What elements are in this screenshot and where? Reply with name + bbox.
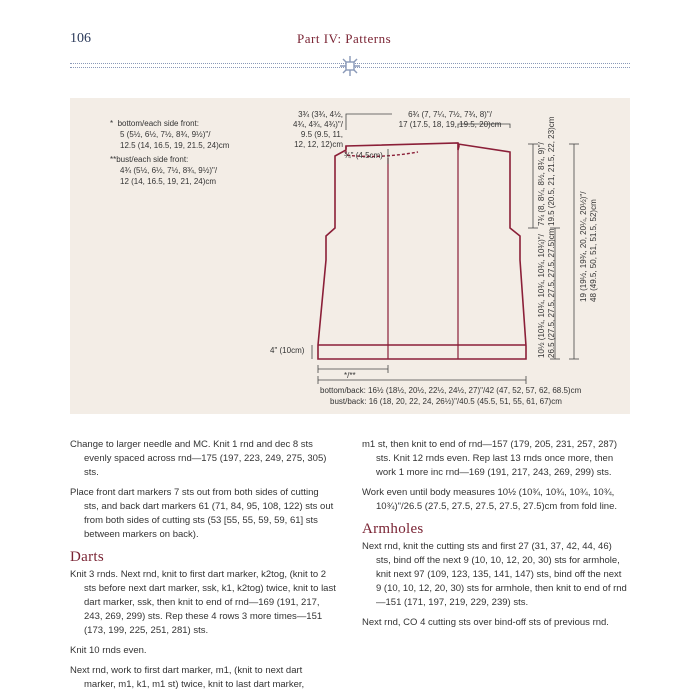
page-number: 106 [70, 31, 91, 46]
dimension-text: 7¾ (8, 8¼, 8½, 8¾, 9)"/ [537, 142, 546, 226]
hem-depth-label: 4" (10cm) [270, 346, 305, 355]
section-heading-armholes: Armholes [362, 521, 424, 537]
paragraph: Change to larger needle and MC. Knit 1 rnd and dec 8 sts evenly spaced across rnd—175 (197, 223, 249, 275, 305) sts. [70, 439, 327, 478]
dimension-text: 19 (19½, 19¾, 20, 20¼, 20½)"/ [579, 191, 588, 302]
neck-width-label [285, 110, 343, 150]
paragraph: m1 st, then knit to end of rnd—157 (179, 205, 231, 257, 287) sts. Knit 12 rnds even. Rep last 13 rnds once more, then work 1 more inc rnd—169 (191, 217, 243, 269, 299) sts. [362, 439, 618, 478]
section-title: Part IV: Patterns [297, 31, 392, 46]
paragraph: Place front dart markers 7 sts out from both sides of cutting sts, and back dart markers 61 (71, 84, 95, 108, 122) sts out from both sides of cutting sts (53 [55, 55, 59, 59, 61] sts between markers on back). [70, 487, 334, 540]
note-line: bust/each side front: [116, 155, 189, 164]
shoulder-width-label [390, 110, 510, 130]
paragraph: Work even until body measures 10½ (10¾, 10¾, 10¾, 10¾, 10¾)"/26.5 (27.5, 27.5, 27.5, 27.5, 27.5)cm from fold line. [362, 487, 618, 512]
note-line: 12 (14, 16.5, 19, 21, 24)cm [120, 177, 217, 186]
dimension-text: 12, 12, 12)cm [294, 140, 343, 149]
note-line: 4¾ (5½, 6½, 7½, 8¾, 9½)"/ [120, 166, 218, 175]
dimension-text: 26.5 (27.5, 27.5, 27.5, 27.5, 27.5)cm [547, 228, 556, 358]
dimension-text: 9.5 (9.5, 11, [300, 130, 343, 139]
note-line: 5 (5½, 6½, 7½, 8¾, 9½)"/ [120, 130, 211, 139]
left-text-column [70, 438, 336, 698]
paragraph: Next rnd, CO 4 cutting sts over bind-off sts of previous rnd. [362, 617, 609, 628]
right-text-column [362, 438, 628, 636]
note-line: 12.5 (14, 16.5, 19, 21.5, 24)cm [120, 141, 230, 150]
note-line: bottom/each side front: [117, 119, 199, 128]
note-marker: ** [110, 155, 117, 164]
dimension-text: 17 (17.5, 18, 19, 19.5, 20)cm [398, 120, 502, 129]
section-heading-darts: Darts [70, 549, 104, 565]
paragraph: Knit 10 rnds even. [70, 645, 147, 656]
bottom-marker-label: */** [344, 371, 356, 380]
dimension-text: 6¾ (7, 7¼, 7½, 7¾, 8)"/ [408, 110, 492, 119]
body-length-label [537, 229, 557, 358]
dimension-text: 48 (49.5, 50, 51, 51.5, 52)cm [589, 199, 598, 302]
dimension-text: 19.5 (20.5, 21, 21.5, 22, 23)cm [547, 116, 556, 226]
total-length-label [579, 192, 599, 302]
note-marker: * [110, 119, 114, 128]
bottom-back-label: bottom/back: 16½ (18½, 20½, 22½, 24½, 27)"/42 (47, 52, 57, 62, 68.5)cm [320, 386, 582, 395]
dimension-text: 4¾, 4¾, 4¾)"/ [293, 120, 343, 129]
dimension-text: 3¾ (3¾, 4½, [298, 110, 343, 119]
bust-back-label: bust/back: 16 (18, 20, 22, 24, 26½)"/40.5 (45.5, 51, 55, 61, 67)cm [330, 397, 562, 406]
vest-outline [318, 143, 526, 359]
paragraph: Next rnd, work to first dart marker, m1, (knit to next dart marker, m1, k1, m1 st) twice, knit to last dart marker, [70, 665, 305, 690]
paragraph: Next rnd, knit the cutting sts and first 27 (31, 37, 42, 44, 46) sts, bind off the next 9 (10, 10, 12, 20, 30) sts for armhole, knit next 97 (109, 123, 135, 141, 147) sts, bind off the next 9 (10, 10, 12, 20, 30) sts for armhole, then knit to end of rnd—151 (171, 197, 219, 229, 239) sts. [362, 541, 627, 608]
paragraph: Knit 3 rnds. Next rnd, knit to first dart marker, k2tog, (knit to 2 sts before next dart marker, ssk, k1, k2tog) twice, knit to last dart marker, ssk, then knit to end of rnd—169 (191, 217, 243, 269, 299) sts. Rep these 4 rows 3 more times—151 (173, 199, 225, 251, 281) sts. [70, 569, 336, 636]
dimension-text: 10½ (10¾, 10¾, 10¾, 10¾, 10¾)"/ [537, 234, 546, 358]
armhole-depth-label [537, 117, 557, 226]
neck-width-dimension [346, 114, 370, 130]
neck-depth-label: ¾" (4.5cm) [344, 151, 383, 160]
